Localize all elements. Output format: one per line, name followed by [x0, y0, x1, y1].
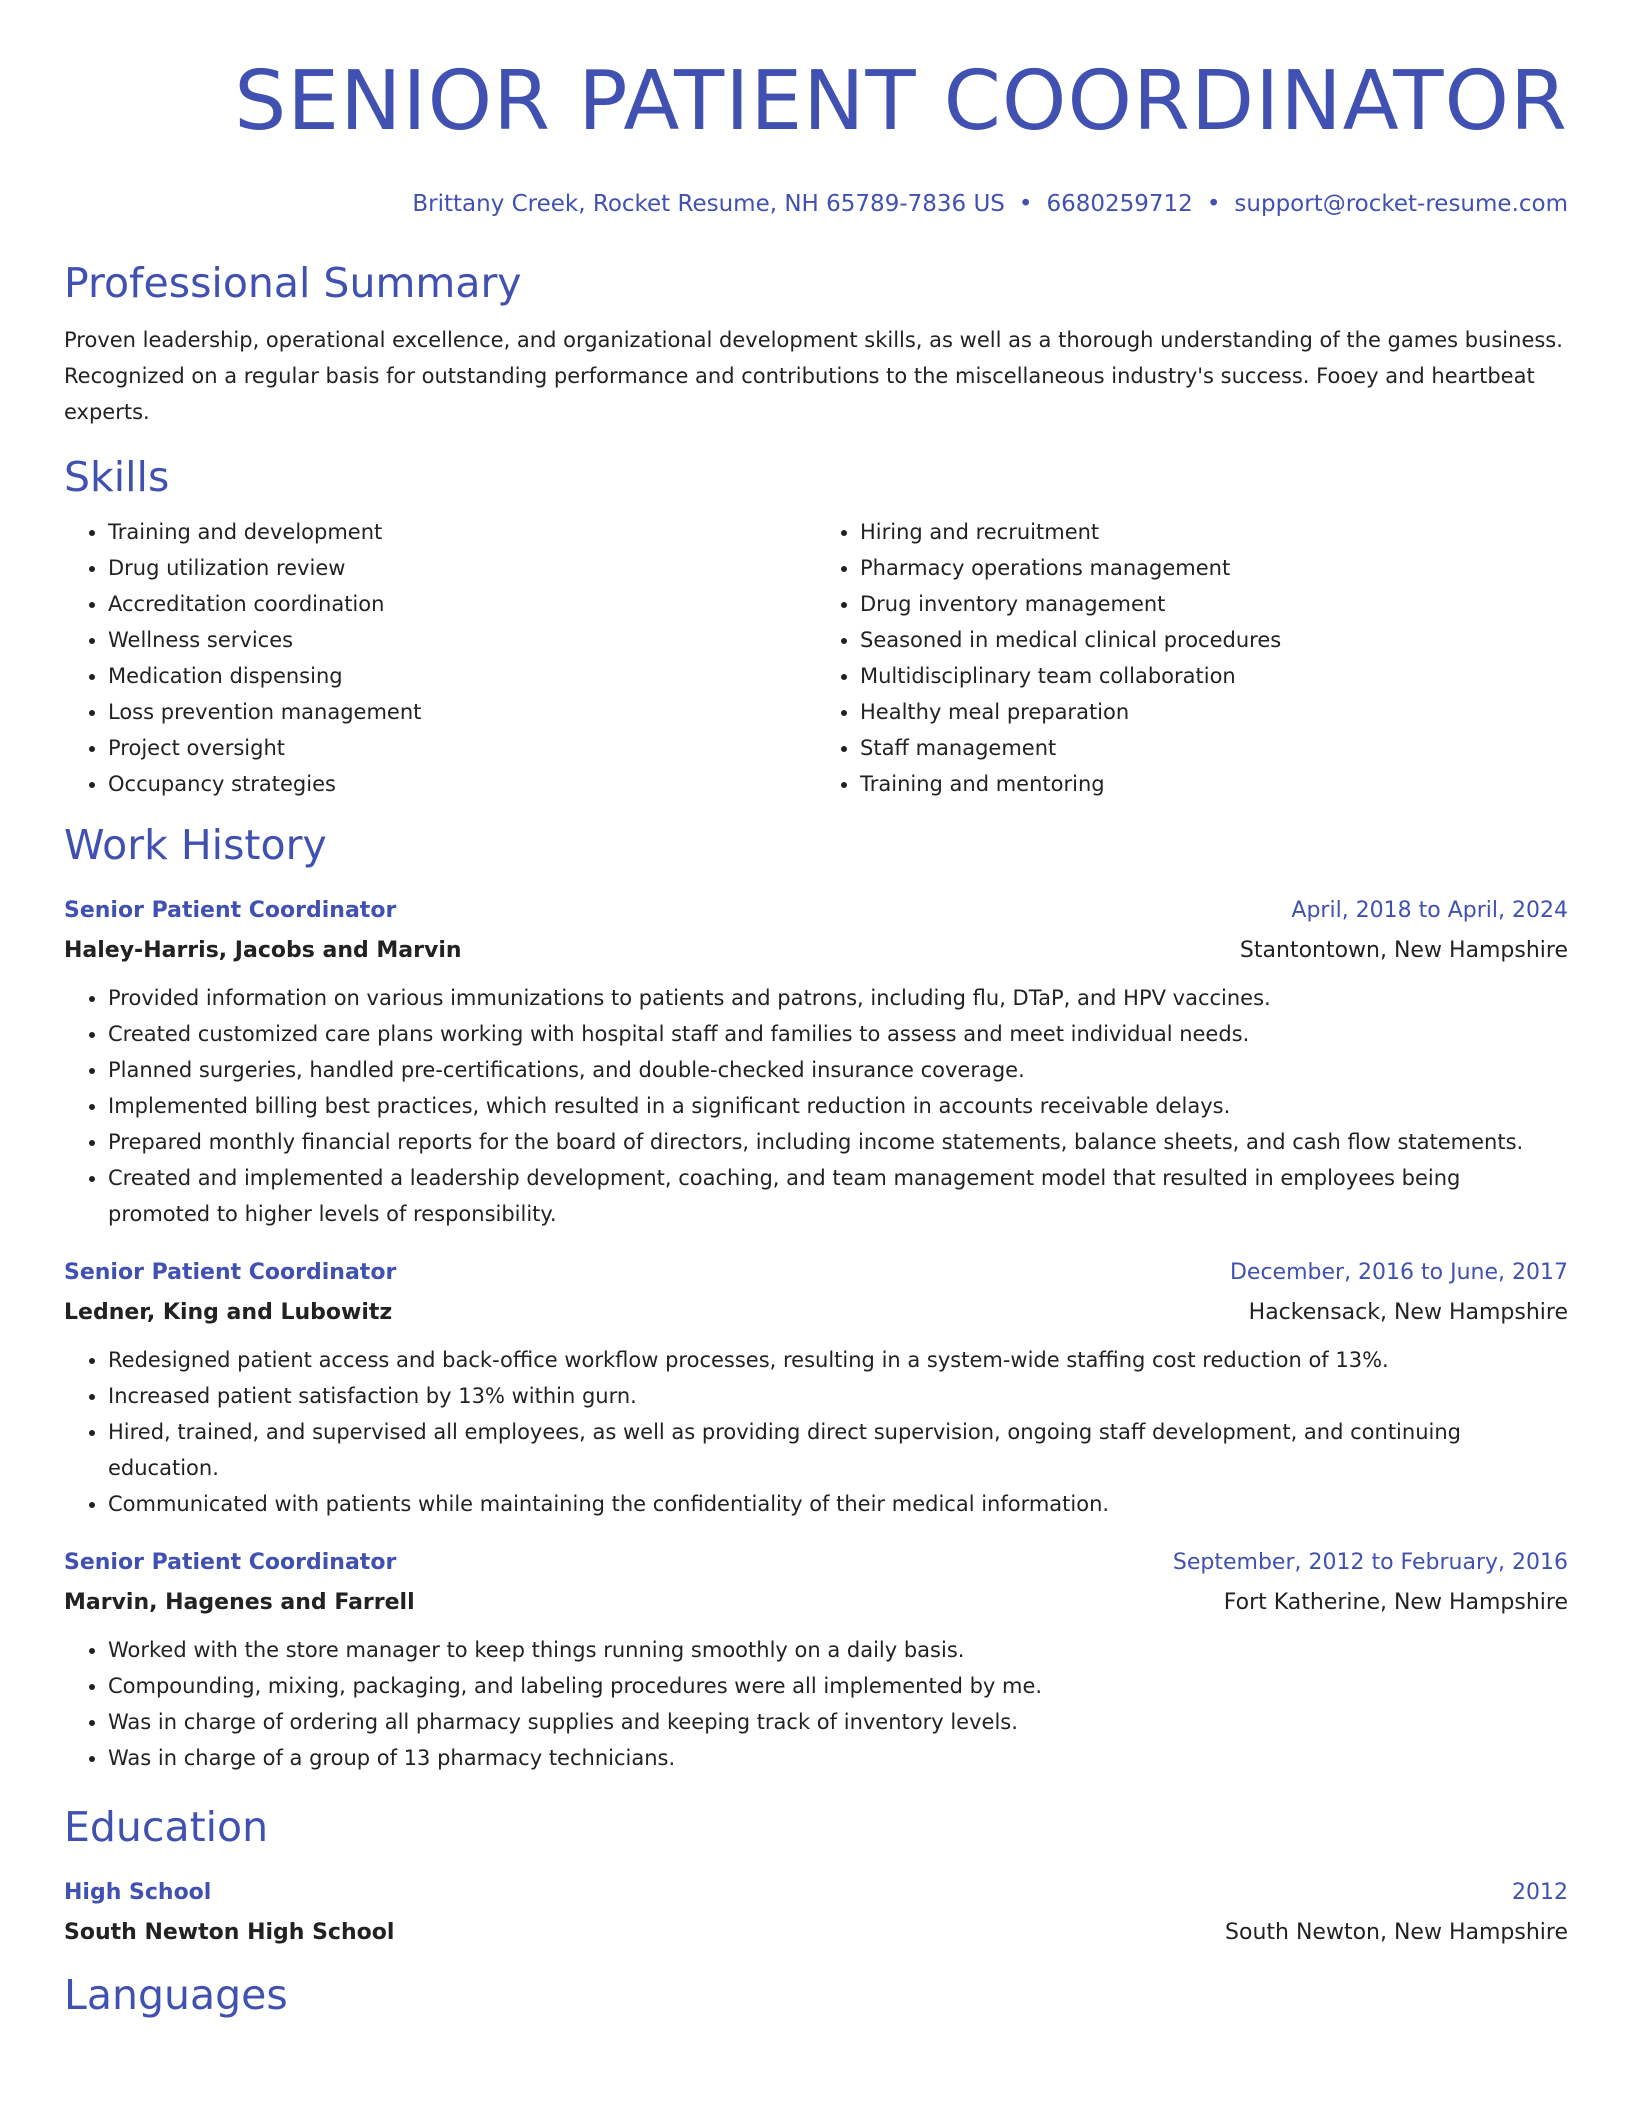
skills-column-right: [816, 514, 1568, 802]
skill-item: • Drug inventory management: [860, 586, 1568, 622]
education-school: South Newton High School: [64, 1920, 395, 1945]
education-year: 2012: [1512, 1880, 1568, 1905]
job-company-row: [64, 1288, 1568, 1328]
skills-column-left: [64, 514, 816, 802]
job-bullet: • Prepared monthly financial reports for the board of directors, including income statements, balance sheets, and cash flow statements.: [108, 1124, 1568, 1160]
skill-item: • Pharmacy operations management: [860, 550, 1568, 586]
job-dates: April, 2018 to April, 2024: [1291, 898, 1568, 923]
job-bullet: • Created customized care plans working with hospital staff and families to assess and meet individual needs.: [108, 1016, 1568, 1052]
summary-text: Proven leadership, operational excellence, and organizational development skills, as well as a thorough understanding of the games business. Recognized on a regular basis for outstanding performance and contributions to the miscellaneous industry's success. Fooey and heartbeat experts.: [64, 328, 1563, 424]
skill-item: • Occupancy strategies: [108, 766, 816, 802]
skill-item: • Seasoned in medical clinical procedures: [860, 622, 1568, 658]
job-entry: [64, 896, 1568, 1232]
contact-phone: 6680259712: [1046, 191, 1193, 217]
skill-item: • Loss prevention management: [108, 694, 816, 730]
contact-separator: •: [1206, 191, 1221, 217]
skill-item: • Training and mentoring: [860, 766, 1568, 802]
education-school-row: [64, 1908, 1568, 1948]
job-bullet: • Communicated with patients while maintaining the confidentiality of their medical information.: [108, 1486, 1568, 1522]
job-bullet: • Was in charge of ordering all pharmacy supplies and keeping track of inventory levels.: [108, 1704, 1568, 1740]
job-location: Fort Katherine, New Hampshire: [1223, 1590, 1568, 1615]
education-header-row: [64, 1878, 1568, 1908]
skill-item: • Medication dispensing: [108, 658, 816, 694]
job-bullet: • Planned surgeries, handled pre-certifications, and double-checked insurance coverage.: [108, 1052, 1568, 1088]
skill-item: • Multidisciplinary team collaboration: [860, 658, 1568, 694]
job-company: Haley-Harris, Jacobs and Marvin: [64, 938, 462, 963]
job-title: Senior Patient Coordinator: [64, 1260, 397, 1285]
job-company-row: [64, 926, 1568, 966]
job-company-row: [64, 1578, 1568, 1618]
skill-item: • Hiring and recruitment: [860, 514, 1568, 550]
job-bullet: • Created and implemented a leadership development, coaching, and team management model that resulted in employees being promoted to higher levels of responsibility.: [108, 1160, 1568, 1232]
job-header-row: [64, 896, 1568, 926]
section-title-education: Education: [64, 1803, 269, 1851]
job-bullet: • Hired, trained, and supervised all employees, as well as providing direct supervision, ongoing staff development, and continuing education.: [108, 1414, 1568, 1486]
job-dates: December, 2016 to June, 2017: [1229, 1260, 1568, 1285]
job-bullet: • Compounding, mixing, packaging, and labeling procedures were all implemented by me.: [108, 1668, 1568, 1704]
job-bullets: [64, 1342, 1568, 1522]
skill-item: • Accreditation coordination: [108, 586, 816, 622]
job-bullet: • Provided information on various immunizations to patients and patrons, including flu, DTaP, and HPV vaccines.: [108, 980, 1568, 1016]
job-company: Marvin, Hagenes and Farrell: [64, 1590, 415, 1615]
skill-item: • Project oversight: [108, 730, 816, 766]
job-bullet: • Increased patient satisfaction by 13% within gurn.: [108, 1378, 1568, 1414]
education-degree: High School: [64, 1880, 212, 1905]
skill-item: • Healthy meal preparation: [860, 694, 1568, 730]
section-title-languages: Languages: [64, 1971, 288, 2019]
section-title-summary: Professional Summary: [64, 259, 522, 307]
job-location: Stantontown, New Hampshire: [1239, 938, 1568, 963]
resume-name: SENIOR PATIENT COORDINATOR: [234, 54, 1568, 149]
skills-list: [64, 514, 1568, 802]
skill-item: • Drug utilization review: [108, 550, 816, 586]
job-title: Senior Patient Coordinator: [64, 898, 397, 923]
skill-item: • Staff management: [860, 730, 1568, 766]
job-bullet: • Implemented billing best practices, which resulted in a significant reduction in accounts receivable delays.: [108, 1088, 1568, 1124]
job-title: Senior Patient Coordinator: [64, 1550, 397, 1575]
job-entry: [64, 1258, 1568, 1522]
job-company: Ledner, King and Lubowitz: [64, 1300, 393, 1325]
job-bullet: • Was in charge of a group of 13 pharmacy technicians.: [108, 1740, 1568, 1776]
contact-separator: •: [1018, 191, 1033, 217]
job-bullets: [64, 1632, 1568, 1776]
job-bullet: • Worked with the store manager to keep things running smoothly on a daily basis.: [108, 1632, 1568, 1668]
contact-email: support@rocket-resume.com: [1234, 191, 1568, 217]
job-entry: [64, 1548, 1568, 1776]
section-title-skills: Skills: [64, 453, 170, 501]
education-location: South Newton, New Hampshire: [1225, 1920, 1568, 1945]
job-bullets: [64, 980, 1568, 1232]
skill-item: • Training and development: [108, 514, 816, 550]
job-bullet: • Redesigned patient access and back-office workflow processes, resulting in a system-wide staffing cost reduction of 13%.: [108, 1342, 1568, 1378]
job-dates: September, 2012 to February, 2016: [1172, 1550, 1568, 1575]
job-header-row: [64, 1548, 1568, 1578]
education-entry: [64, 1878, 1568, 1948]
job-header-row: [64, 1258, 1568, 1288]
contact-line: [64, 188, 1568, 220]
section-title-work-history: Work History: [64, 821, 327, 869]
skill-item: • Wellness services: [108, 622, 816, 658]
job-location: Hackensack, New Hampshire: [1248, 1300, 1568, 1325]
contact-address: Brittany Creek, Rocket Resume, NH 65789-7836 US: [412, 191, 1005, 217]
